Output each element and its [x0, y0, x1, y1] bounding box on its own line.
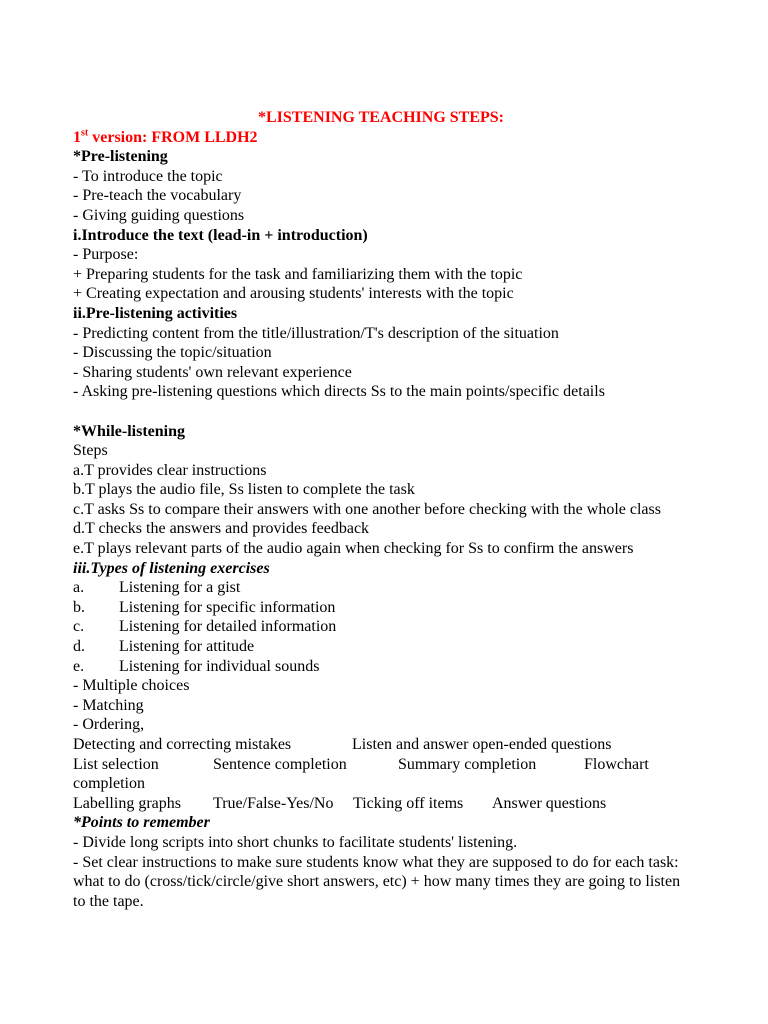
- list-marker: b.: [73, 598, 85, 616]
- exercise-type: - Ordering,: [73, 716, 145, 734]
- list-item: [73, 637, 693, 657]
- list-text: Listening for a gist: [119, 579, 241, 597]
- version-suffix: st: [81, 127, 89, 139]
- exercise-type: Summary completion: [398, 755, 537, 773]
- point-item: - Set clear instructions to make sure students know what they are supposed to do for each task: what to do (cross/tick/circle/give short answers, etc) + how many times they are going to listen to the tape.: [73, 853, 681, 910]
- exercise-row: [73, 755, 693, 775]
- step-item: a.T provides clear instructions: [73, 461, 267, 479]
- step-item: b.T plays the audio file, Ss listen to complete the task: [73, 481, 415, 499]
- list-marker: c.: [73, 618, 85, 636]
- exercise-type: Labelling graphs: [73, 794, 181, 812]
- list-marker: d.: [73, 638, 85, 656]
- list-text: Listening for individual sounds: [119, 657, 320, 675]
- list-item: [73, 617, 693, 637]
- list-text: Listening for specific information: [119, 598, 336, 616]
- step-item: e.T plays relevant parts of the audio again when checking for Ss to confirm the answers: [73, 540, 634, 558]
- version-heading: [73, 128, 693, 148]
- point-item: - Divide long scripts into short chunks to facilitate students' listening.: [73, 833, 518, 851]
- section-heading-ii: ii.Pre-listening activities: [73, 304, 238, 322]
- exercise-type: List selection: [73, 755, 159, 773]
- section-heading-i: i.Introduce the text (lead-in + introduction): [73, 226, 368, 244]
- exercise-type: Flowchart: [584, 755, 649, 773]
- list-marker: a.: [73, 579, 85, 597]
- exercise-type: - Multiple choices: [73, 677, 190, 695]
- list-text: Listening for attitude: [119, 638, 255, 656]
- exercise-type: True/False-Yes/No: [213, 794, 334, 812]
- list-item: - Sharing students' own relevant experience: [73, 363, 352, 381]
- pre-listening-heading: *Pre-listening: [73, 148, 168, 166]
- version-number: 1: [73, 128, 81, 146]
- list-item: - Giving guiding questions: [73, 206, 245, 224]
- list-item: [73, 657, 693, 677]
- list-item: [73, 578, 693, 598]
- list-item: [73, 598, 693, 618]
- points-heading: *Points to remember: [73, 814, 210, 832]
- document-body: [73, 108, 693, 911]
- list-item: - Asking pre-listening questions which directs Ss to the main points/specific details: [73, 383, 605, 401]
- list-item: + Preparing students for the task and familiarizing them with the topic: [73, 265, 523, 283]
- step-item: d.T checks the answers and provides feedback: [73, 520, 370, 538]
- exercise-type: Ticking off items: [353, 794, 464, 812]
- exercise-row: [73, 794, 693, 814]
- list-item: - Predicting content from the title/illustration/T's description of the situation: [73, 324, 559, 342]
- section-heading-iii: iii.Types of listening exercises: [73, 559, 270, 577]
- document-title: *LISTENING TEACHING STEPS:: [258, 109, 504, 126]
- list-item: - Pre-teach the vocabulary: [73, 187, 242, 205]
- blank-line: [73, 402, 693, 422]
- list-item: - Discussing the topic/situation: [73, 344, 272, 362]
- list-item: - To introduce the topic: [73, 167, 223, 185]
- list-marker: e.: [73, 657, 85, 675]
- exercise-type: completion: [73, 775, 145, 793]
- exercise-type: Answer questions: [492, 794, 607, 812]
- exercise-type: Listen and answer open-ended questions: [352, 736, 612, 753]
- exercise-type: - Matching: [73, 696, 144, 714]
- exercise-type: Detecting and correcting mistakes: [73, 736, 292, 753]
- version-text: version: FROM LLDH2: [88, 128, 258, 146]
- purpose-label: - Purpose:: [73, 246, 139, 264]
- while-listening-heading: *While-listening: [73, 422, 186, 440]
- steps-label: Steps: [73, 442, 108, 460]
- list-item: + Creating expectation and arousing students' interests with the topic: [73, 285, 514, 303]
- step-item: c.T asks Ss to compare their answers with one another before checking with the whole class: [73, 500, 661, 518]
- exercise-row: [73, 735, 693, 755]
- list-text: Listening for detailed information: [119, 618, 337, 636]
- exercise-type: Sentence completion: [213, 755, 347, 773]
